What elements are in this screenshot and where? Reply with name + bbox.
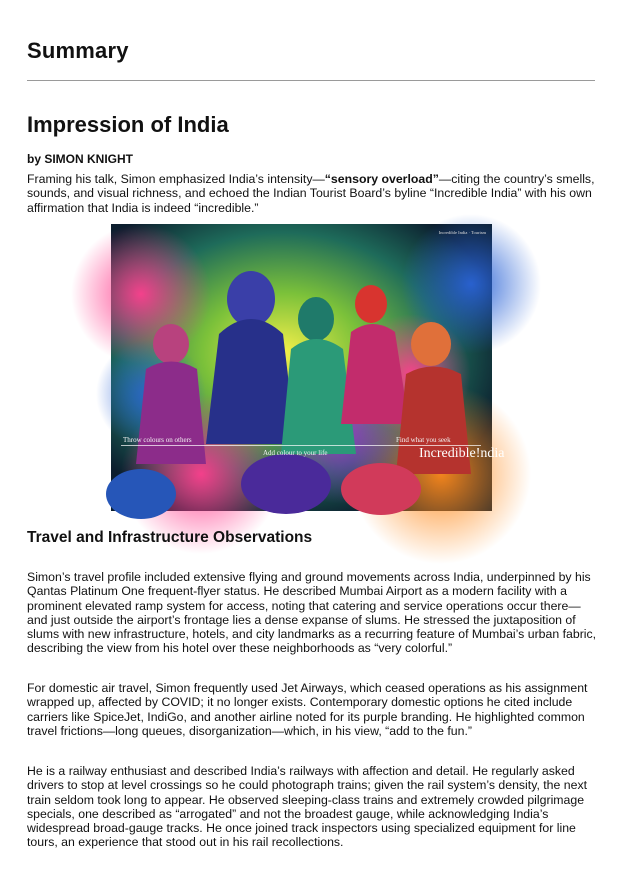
section-title: Summary — [27, 38, 129, 63]
intro-text-start: Framing his talk, Simon emphasized India’s intensity— — [27, 172, 325, 186]
section-divider — [27, 80, 595, 81]
caption-right: Find what you seek — [396, 436, 451, 444]
photo-top-caption: Incredible India · Tourism — [438, 230, 486, 235]
author-name: SIMON KNIGHT — [44, 152, 134, 166]
article-title: Impression of India — [27, 112, 229, 137]
intro-text-end: —citing the country’s smells, sounds, and visual richness, and echoed the Indian Tourist Board’s byline “Incredible India” with his own affirmation that India is indeed “incredible.” — [27, 172, 595, 215]
byline-prefix: by — [27, 152, 45, 166]
photo-illustration — [111, 224, 492, 511]
paragraph: For domestic air travel, Simon frequently used Jet Airways, which ceased operations as his assignment wrapped up, affected by COVID; it no longer exists. Contemporary domestic options he cited include carriers like SpiceJet, IndiGo, and another airline noted for its purple branding. He highlighted common travel frictions—long queues, disorganization—which, in his view, “add to the fun.” — [27, 681, 588, 738]
holi-festival-photo — [111, 224, 505, 511]
paragraph: Simon’s travel profile included extensive flying and ground movements across India, underpinned by his Qantas Platinum One frequent-flyer status. He described Mumbai Airport as a modern facility with a prominent elevated ramp system for access, noting that catering and service operations occur there—and just outside the airport’s frontage lies a dense expanse of slums. He stressed the juxtaposition of slums with new infrastructure, hotels, and city landmarks as a recurring feature of Mumbai’s urban fabric, describing the view from his hotel over these neighborhoods as “very colorful.” — [27, 570, 597, 656]
caption-center: Add colour to your life — [263, 449, 328, 457]
intro-paragraph — [27, 172, 597, 215]
paragraph: He is a railway enthusiast and described India’s railways with affection and detail. He regularly asked drivers to stop at level crossings so he could photograph trains; given the rail system’s density, the next train seldom took long to appear. He observed sleeping-class trains and extremely crowded pilgrimage specials, one described as “arrogated” and not the broadest gauge, while acknowledging India’s widespread broad-gauge tracks. He once joined track inspectors using specialized equipment for line tours, an experience that stood out in his rail recollections. — [27, 764, 588, 850]
intro-emphasis: “sensory overload” — [324, 172, 439, 186]
byline — [27, 152, 133, 166]
incredible-india-logo: Incredible!ndia — [419, 446, 505, 461]
subheading: Travel and Infrastructure Observations — [27, 529, 313, 546]
caption-left: Throw colours on others — [123, 436, 192, 444]
